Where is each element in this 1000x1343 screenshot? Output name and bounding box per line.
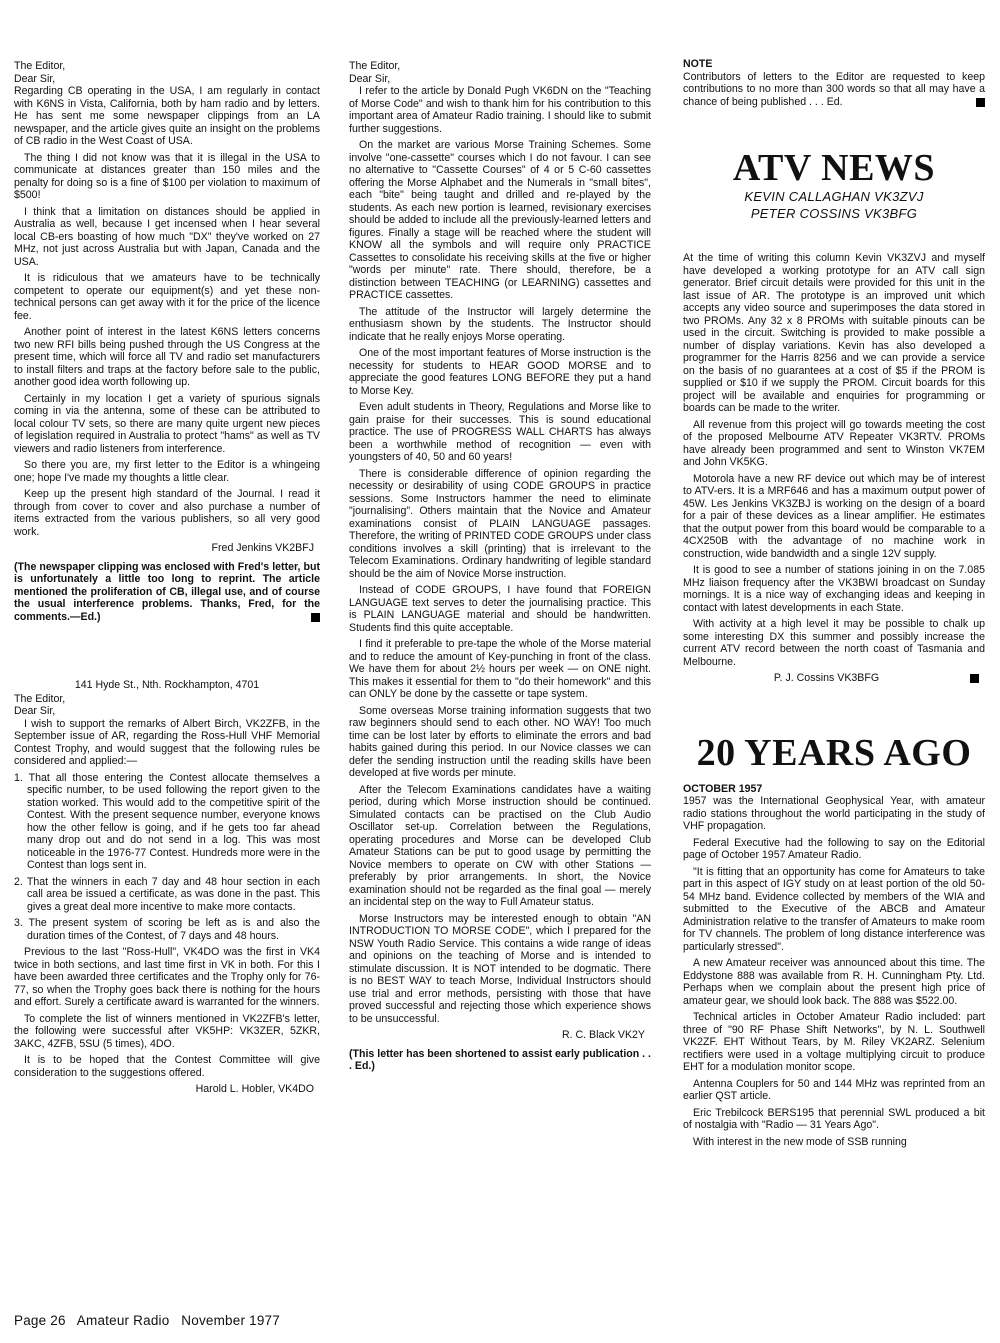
paragraph: Some overseas Morse training information suggests that two raw beginners should send to each other. NO WAY! Too much time can be lost later by efforts to eliminate the errors and bad habits gained during this period. In our Novice classes we can defer the sending instruction until the reading skills have been developed at five words per minute. [349,704,651,779]
paragraph: Even adult students in Theory, Regulations and Morse like to gain praise for their successes. This is sound educational practice. The use of PROGRESS WALL CHARTS has always been a worthwhile method of recognition — even with youngsters of 40, 50 and 60 years! [349,401,651,463]
end-mark-icon [976,98,985,107]
atv-news-section [683,148,985,685]
letter-harold-hobler [14,679,320,1096]
byline-author-2: PETER COSSINS VK3BFG [750,206,918,221]
paragraph: It is to be hoped that the Contest Committee will give consideration to the suggestions offered. [14,1054,320,1079]
salutation-editor: The Editor, [349,60,401,72]
paragraph: A new Amateur receiver was announced about this time. The Eddystone 888 was available from R. H. Cunningham Pty. Ltd. Perhaps when we complain about the present high price of amateur gear, we should look back. The 888 was $522.00. [683,957,985,1007]
paragraph: I refer to the article by Donald Pugh VK6DN on the "Teaching of Morse Code" and wish to thank him for his contribution to this important area of Amateur Radio training. I should like to submit further suggestions. [349,85,651,135]
paragraph: 1957 was the International Geophysical Year, with amateur radio stations throughout the world participating in the study of VHF propagation. [683,795,985,832]
paragraph: I think that a limitation on distances should be applied in Australia as well, because I get incensed when I hear several local CB-ers boasting of how much "DX" they've worked on 27 MHz, not just across Australia but with Japan, Canada and the USA. [14,205,320,268]
paragraph: "It is fitting that an opportunity has come for Amateurs to take part in this aspect of IGY study on at least portion of the old 50-54 MHz band. Evidence collected by members of the WIA and submitted to the Executive of the ABCB and Amateur Administration relative to the transfer of Amateurs to make room for TV channels. The problem of long distance interference was particularly stressed". [683,865,985,953]
column-3 [683,58,985,1152]
spacer [14,627,320,679]
byline-author-1: KEVIN CALLAGHAN VK3ZVJ [744,189,924,204]
spacer [683,691,985,733]
end-mark-icon [311,613,320,622]
paragraph: There is considerable difference of opinion regarding the necessity or desirability of using CODE GROUPS in practice sessions. Some Instructors hammer the need to eliminate "journalising". Others maintain that the Novice and Amateur examinations consist of PLAIN LANGUAGE passages. Therefore, the writing of PRINTED CODE GROUPS under class conditions involves a skill (printing) that is irrelevant to the Telecom Examinations. Ordinary handwriting of legible standard should be the aim of Novice Morse instruction. [349,467,651,580]
paragraph: Morse Instructors may be interested enough to obtain "AN INTRODUCTION TO MORSE CODE", which I prepared for the NSW Youth Radio Service. This contains a wide range of ideas and opinions on the teaching of Morse and is intended to stimulate discussion. It is NOT intended to be dogmatic. There is no BEST WAY to teach Morse, Individual Instructors should use trial and error methods, persisting with those that have proved successful and rejecting those which experience shows to be unsuccessful. [349,912,651,1025]
paragraph: All revenue from this project will go towards meeting the cost of the proposed Melbourne ATV Repeater VK3RTV. PROMs have already been programmed and sent to Winston VK7EM and John VK5KG. [683,418,985,468]
paragraph: Federal Executive had the following to say on the Editorial page of October 1957 Amateur Radio. [683,836,985,861]
signature: Fred Jenkins VK2BFJ [211,542,314,554]
salutation-dear-sir: Dear Sir, [349,72,391,85]
paragraph: The attitude of the Instructor will largely determine the enthusiasm shown by the students. The Instructor should indicate that he really enjoys Morse operating. [349,305,651,343]
end-mark-icon [970,674,979,683]
paragraph: One of the most important features of Morse instruction is the necessity for students to HEAR GOOD MORSE and to appreciate the good features LONG BEFORE they put a hand to Morse Key. [349,347,651,397]
letter-fred-jenkins [14,60,320,623]
salutation-editor: The Editor, [14,60,66,72]
salutation-dear-sir: Dear Sir, [14,72,56,85]
paragraph: With interest in the new mode of SSB running [693,1135,907,1148]
paragraph: After the Telecom Examinations candidates have a waiting period, during which Morse instruction should be continued. Simulated contacts can be practised on the Club Audio Oscillator set-up. Correlation between the Regulations, operating procedures and Morse can be developed Club Amateur Stations can be put to good usage by permitting the Novice members to operate on CW with other Stations — preferably by prior arrangements. In short, the Novice examination should not be regarded as the final goal — merely an incidental step on the way to Full Amateur status. [349,783,651,908]
paragraph: The thing I did not know was that it is illegal in the USA to communicate at distances greater than 150 miles and the penalty for doing so is a fine of $100 per violation to maximum of $500! [14,151,320,201]
section-title-atv-news: ATV NEWS [732,147,936,189]
paragraph: I find it preferable to pre-tape the whole of the Morse material and to reduce the amount of Key-punching in front of the class. We have them for about 2½ hours per week — on ONE night. This makes it essential for them to "do their homework" and this can ONLY be done by the cassette or tape system. [349,638,651,700]
list-item: 2. That the winners in each 7 day and 48 hour section in each call area be issued a certificate, as was done in the past. This gives a great deal more incentive to make more contacts. [14,875,320,913]
list-item: 1. That all those entering the Contest allocate themselves a specific number, to be used following the report given to the station worked. This would add to the competitive spirit of the Contest. With the present sequence number, everyone knows how the other fellow is going, and if he gets too far ahead many drop out and do not send in a log. This was most noticeable in the 1976-77 Contest. Hundreds more were in the Contest than logs sent in. [14,771,320,871]
paragraph: Certainly in my location I get a variety of spurious signals coming in via the antenna, some of these can be attributed to local colour TV sets, so there are many quite urgent new pieces of legislation required in Australia to protect "hams" as well as TV viewers and radio listeners from interference. [14,392,320,455]
paragraph: Antenna Couplers for 50 and 144 MHz was reprinted from an earlier QST article. [683,1077,985,1102]
sender-address: 141 Hyde St., Nth. Rockhampton, 4701 [74,679,260,691]
paragraph: Instead of CODE GROUPS, I have found that FOREIGN LANGUAGE text serves to deter the journalising practice. This is PLAIN LANGUAGE material and should be handwritten. Students find this quite acceptable. [349,584,651,634]
signature: P. J. Cossins VK3BFG [683,672,979,685]
paragraph: To complete the list of winners mentioned in VK2ZFB's letter, the following were successful after VK5HP: VK3ZER, 5ZKR, 3AKC, 4ZFB, 5SU (5 times), 4DO. [14,1012,320,1050]
editor-note: (This letter has been shortened to assist early publication . . . Ed.) [349,1047,651,1072]
signature: Harold L. Hobler, VK4DO [195,1083,314,1095]
paragraph: It is good to see a number of stations joining in on the 7.085 MHz liaison frequency after the VK3BWI broadcast on Sunday mornings. It is a nice way of exchanging ideas and keeping in contact with latest developments in each State. [683,564,985,614]
letter-rc-black [349,60,651,1073]
column-1 [14,60,320,1102]
note-heading: NOTE [683,58,713,70]
salutation-editor: The Editor, [14,692,66,705]
paragraph: Technical articles in October Amateur Radio included: part three of "90 RF Phase Shift Networks", by N. L. Southwell VK2ZF. EHT Without Tears, by M. Riley VK2ARZ. Selenium rectifiers were used in a voltage multiplying circuit to produce EHT for a modulation monitor scope. [683,1011,985,1073]
editor-note: (The newspaper clipping was enclosed with Fred's letter, but is unfortunately a little too long to reprint. The article mentioned the proliferation of CB, illegal use, and of course the usual interference problems. Thanks, Fred, for the comments.—Ed.) [14,560,320,623]
subheading-october-1957: OCTOBER 1957 [683,782,763,795]
paragraph: Regarding CB operating in the USA, I am regularly in contact with K6NS in Vista, California, both by ham radio and by letters. He has sent me some newspaper clippings from an LA newspaper, and the article gives quite an insight on the problems of CB radio in the West Coast of USA. [14,85,320,147]
spacer [683,108,985,148]
paragraph: At the time of writing this column Kevin VK3ZVJ and myself have developed a working prototype for an ATV call sign generator. Brief circuit details were provided for this unit in the last issue of AR. The prototype is an improved unit which accepts any video source and superimposes the data stored in two PROMs. Any 32 x 8 PROMs with suitable pinouts can be used in the circuit. Switching is provided to make possible a number of display variations. Kevin has also developed a programmer for the Harris 8256 and we can provide a service on the basis of no guarantees at a cost of $5 if the PROM is supplied or $10 if we supply the PROM. Circuit boards for this project will be available and enquiries for programming or boards can be made to the writer. [683,252,985,414]
paragraph: It is ridiculous that we amateurs have to be technically competent to operate our equipment(s) and yet these non-technical persons can get away with it for the price of the licence fee. [14,272,320,322]
paragraph: Previous to the last "Ross-Hull", VK4DO was the first in VK4 twice in both sections, and last time first in VK in both. For this I have been awarded three certificates and the Trophy only for 76-77, so when the Trophy goes back there is nothing for the hours and effort. Surely a certificate award is warranted for the winners. [14,946,320,1008]
salutation-dear-sir: Dear Sir, [14,705,56,717]
paragraph: I wish to support the remarks of Albert Birch, VK2ZFB, in the September issue of AR, regarding the Ross-Hull VHF Memorial Contest Trophy, and would suggest that the following rules be considered and applied:— [14,717,320,767]
column-2 [349,60,651,1077]
paragraph: Another point of interest in the latest K6NS letters concerns two new RFI bills being pushed through the US Congress at the present time, which will force all TV and radio set manufacturers to install filters and traps at the factory before sale to the public, another good idea worth following up. [14,326,320,388]
paragraph: So there you are, my first letter to the Editor is a whingeing one; hope I've made my thoughts a little clear. [14,459,320,484]
paragraph: Motorola have a new RF device out which may be of interest to ATV-ers. It is a MRF646 and has a maximum output power of 45W. Les Jenkins VK3ZBJ is working on the design of a board for a pair of these devices as a linear amplifier. He estimates that the output power from this board would be comparable to a 4CX250B with the advantage of no machine work in construction, wide bandwidth and a single 12V supply. [683,472,985,560]
paragraph: Eric Trebilcock BERS195 that perennial SWL produced a bit of nostalgia with "Radio — 31 Years Ago". [683,1106,985,1131]
paragraph: On the market are various Morse Training Schemes. Some involve "one-cassette" courses which I do not favour. I can see no alternative to "Cassette Courses" of 4 or 5 C-60 cassettes offering the Morse Alphabet and the Numerals in "small bites", each "bite" being taught and drilled and re-played by the students. As each new portion is learned, revisionary exercises should be added to include all the previously-learned letters and figures. Finally a stage will be reached where the student will KNOW all the symbols and will require only PRACTICE Cassettes to consolidate his receiving skills at the five or higher "words per minute" rate. There should, therefore, be a distinction between TEACHING (or LEARNING) cassettes and PRACTICE cassettes. [349,139,651,301]
signature: R. C. Black VK2Y [561,1029,645,1041]
note-text: Contributors of letters to the Editor are requested to keep contributions to no more than 300 words so that all may have a chance of being published . . . Ed. [683,70,985,108]
section-title-20-years-ago: 20 YEARS AGO [696,731,972,774]
contributors-note [683,58,985,108]
paragraph: Keep up the present high standard of the Journal. I read it through from cover to cover and also purchase a number of items extracted from the various publishers, so all very good work. [14,488,320,538]
page-footer: Page 26 Amateur Radio November 1977 [14,1313,280,1328]
twenty-years-ago-section [683,733,985,1149]
list-item: 3. The present system of scoring be left as is and also the duration times of the Contest, of 7 days and 48 hours. [14,917,320,942]
paragraph: With activity at a high level it may be possible to chalk up some interesting DX this summer and possibly increase the current ATV record between the north coast of Tasmania and Melbourne. [683,618,985,668]
